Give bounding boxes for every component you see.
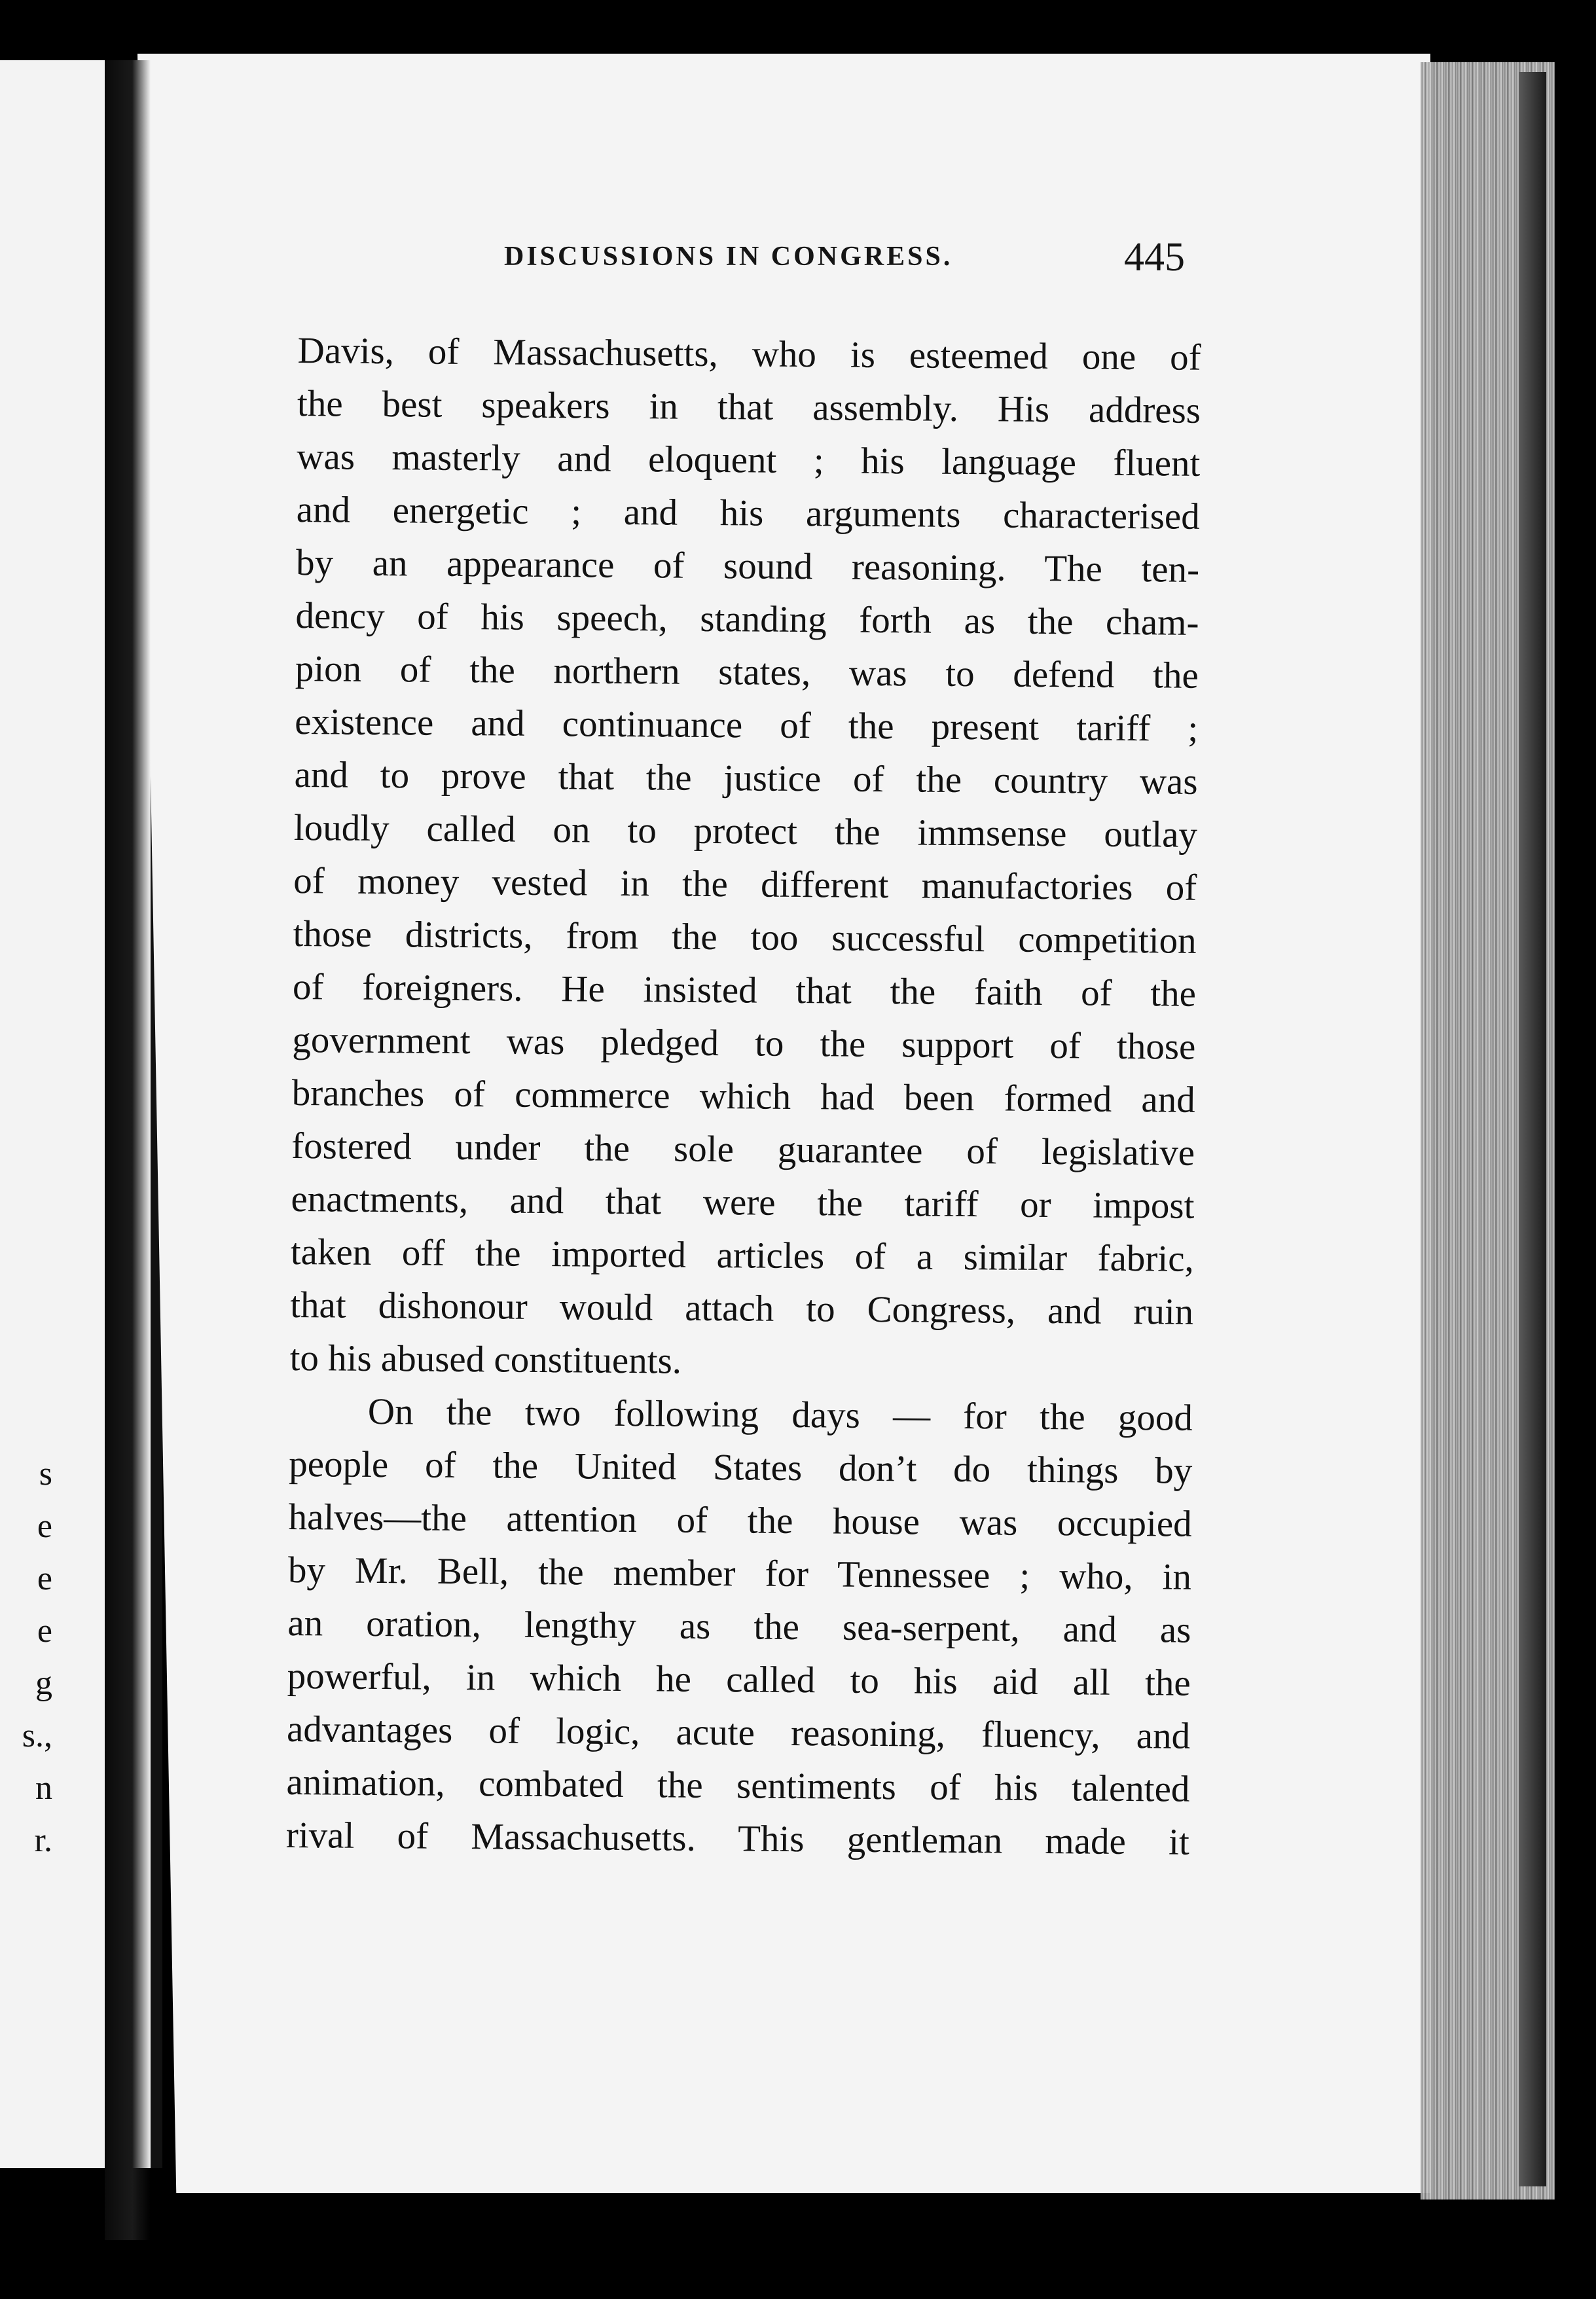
gutter-shadow: [105, 60, 151, 2240]
text-line: powerful, in which he called to his aid all the: [287, 1655, 1191, 1704]
text-line: that dishonour would attach to Congress, and ruin: [289, 1284, 1194, 1333]
facing-page-text-fragments: [0, 1448, 52, 1867]
fragment: e: [37, 1560, 52, 1597]
text-line: people of the United States don’t do things by: [289, 1443, 1193, 1492]
text-line: was masterly and eloquent ; his language fluent: [297, 435, 1201, 484]
page-number: 445: [1124, 235, 1185, 280]
fragment: g: [35, 1665, 52, 1702]
fragment: e: [37, 1612, 52, 1650]
text-line: loudly called on to protect the immsense outlay: [293, 806, 1198, 856]
text-line: advantages of logic, acute reasoning, fluency, and: [286, 1708, 1191, 1757]
text-line: existence and continuance of the present tariff ;: [294, 700, 1199, 750]
running-head-title: DISCUSSIONS IN CONGRESS.: [504, 242, 953, 272]
text-line: enactments, and that were the tariff or impost: [291, 1178, 1195, 1227]
text-line: halves—the attention of the house was occupied: [288, 1496, 1192, 1545]
text-line: the best speakers in that assembly. His address: [297, 382, 1201, 431]
text-line: branches of commerce which had been formed and: [291, 1072, 1195, 1121]
running-head: [504, 234, 1185, 287]
paragraph-start-line: On the two following days — for the good: [367, 1390, 1193, 1439]
text-line: dency of his speech, standing forth as the cham-: [295, 594, 1199, 643]
fragment: e: [37, 1508, 52, 1545]
text-line: those districts, from the too successful competition: [293, 913, 1197, 962]
fragment: r.: [34, 1822, 52, 1859]
fragment: n: [35, 1769, 52, 1807]
page-edges-shadow: [1519, 72, 1546, 2186]
text-line: Davis, of Massachusetts, who is esteemed one of: [297, 329, 1201, 378]
fragment: s.,: [22, 1717, 52, 1754]
text-line: to his abused constituents.: [289, 1337, 682, 1382]
body-text: [286, 324, 1201, 1869]
text-line: by Mr. Bell, the member for Tennessee ; who, in: [287, 1549, 1192, 1598]
text-line: taken off the imported articles of a similar fabric,: [290, 1231, 1195, 1280]
text-line: pion of the northern states, was to defend the: [295, 647, 1199, 697]
fragment: s: [39, 1455, 52, 1493]
text-line: by an appearance of sound reasoning. The ten-: [295, 541, 1200, 590]
text-line: and energetic ; and his arguments characterised: [296, 488, 1200, 537]
text-line: of money vested in the different manufactories of: [293, 860, 1197, 909]
text-line: an oration, lengthy as the sea-serpent, and as: [287, 1602, 1191, 1651]
text-line: and to prove that the justice of the country was: [294, 753, 1198, 803]
text-line: government was pledged to the support of those: [292, 1019, 1196, 1068]
text-line: rival of Massachusetts. This gentleman made it: [285, 1814, 1190, 1863]
text-line: fostered under the sole guarantee of legislative: [291, 1125, 1195, 1174]
text-line: of foreigners. He insisted that the faith of the: [292, 966, 1197, 1015]
text-line: animation, combated the sentiments of his talented: [286, 1761, 1190, 1810]
